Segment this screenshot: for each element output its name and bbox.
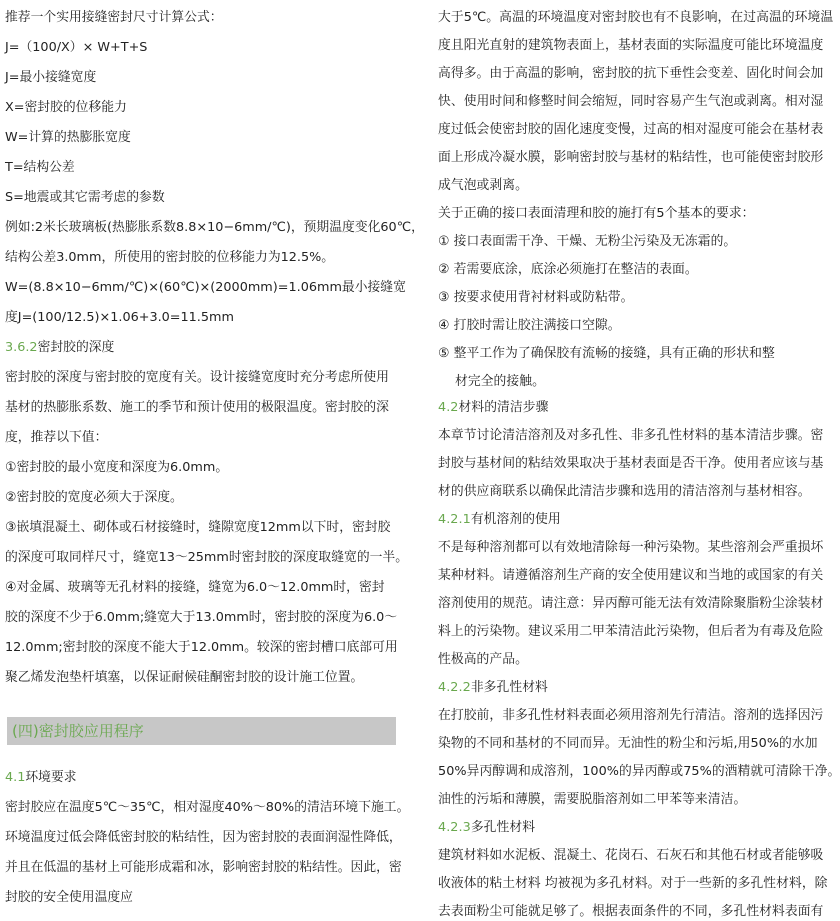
text-line: 度过低会使密封胶的固化速度变慢，过高的相对湿度可能会在基材表 [438, 122, 824, 137]
text-line: 胶的深度不少于6.0mm;缝宽大于13.0mm时，密封胶的深度为6.0～ [5, 610, 398, 625]
text-line: 建筑材料如水泥板、混凝土、花岗石、石灰石和其他石材或者能够吸 [438, 848, 824, 863]
text-line: J=（100/X）× W+T+S [5, 40, 148, 55]
list-item: ④ 打胶时需让胶注满接口空隙。 [438, 318, 621, 333]
text-line: 关于正确的接口表面清理和胶的施打有5个基本的要求： [438, 206, 755, 221]
text-line: 环境温度过低会降低密封胶的粘结性，因为密封胶的表面润湿性降低， [5, 830, 402, 845]
text-line: 的深度可取同样尺寸，缝宽13～25mm时密封胶的深度取缝宽的一半。 [5, 550, 409, 565]
text-line: 去表面粉尘可能就足够了。根据表面条件的不同，多孔性材料表面有 [438, 904, 824, 919]
text-line: ④对金属、玻璃等无孔材料的接缝，缝宽为6.0～12.0mm时，密封 [5, 580, 385, 595]
section-heading-4-2: 4.2材料的清洁步骤 [438, 400, 549, 415]
text-line: J=最小接缝宽度 [5, 70, 97, 85]
text-line: 性极高的产品。 [438, 652, 528, 667]
section-heading-4-2-2: 4.2.2非多孔性材料 [438, 680, 548, 695]
text-line: X=密封胶的位移能力 [5, 100, 127, 115]
text-line: ②密封胶的宽度必须大于深度。 [5, 490, 183, 505]
text-line: 12.0mm;密封胶的深度不能大于12.0mm。较深的密封槽口底部可用 [5, 640, 398, 655]
text-line: 面上形成冷凝水膜，影响密封胶与基材的粘结性，也可能使密封胶形 [438, 150, 824, 165]
chapter-banner [7, 717, 396, 745]
text-line: 本章节讨论清洁溶剂及对多孔性、非多孔性材料的基本清洁步骤。密 [438, 428, 824, 443]
text-line: ①密封胶的最小宽度和深度为6.0mm。 [5, 460, 229, 475]
text-line: 基材的热膨胀系数、施工的季节和预计使用的极限温度。密封胶的深 [5, 400, 389, 415]
chapter-title: (四)密封胶应用程序 [12, 722, 144, 740]
text-line: 高得多。由于高温的影响，密封胶的抗下垂性会变差、固化时间会加 [438, 66, 824, 81]
text-line: 某种材料。请遵循溶剂生产商的安全使用建议和当地的或国家的有关 [438, 568, 824, 583]
text-line: 度且阳光直射的建筑物表面上，基材表面的实际温度可能比环境温度 [438, 38, 824, 53]
text-line: 并且在低温的基材上可能形成霜和冰，影响密封胶的粘结性。因此，密 [5, 860, 402, 875]
text-line: W=(8.8×10−6mm/℃)×(60℃)×(2000mm)=1.06mm最小接缝宽 [5, 280, 406, 295]
text-line: 大于5℃。高温的环境温度对密封胶也有不良影响，在过高温的环境温 [438, 10, 834, 25]
section-heading-4-2-3: 4.2.3多孔性材料 [438, 820, 536, 835]
list-item: ② 若需要底涂，底涂必须施打在整洁的表面。 [438, 262, 698, 277]
text-line: 收液体的粘土材料 均被视为多孔材料。对于一些新的多孔性材料，除 [438, 876, 828, 891]
text-line: W=计算的热膨胀宽度 [5, 130, 131, 145]
section-heading-4-2-1: 4.2.1有机溶剂的使用 [438, 512, 561, 527]
text-line: 聚乙烯发泡垫杆填塞，以保证耐候硅酮密封胶的设计施工位置。 [5, 670, 364, 685]
text-line: 密封胶应在温度5℃～35℃，相对湿度40%～80%的清洁环境下施工。 [5, 800, 410, 815]
list-item: ③ 按要求使用背衬材料或防粘带。 [438, 290, 634, 305]
text-line: 结构公差3.0mm，所使用的密封胶的位移能力为12.5%。 [5, 250, 335, 265]
text-line: 度，推荐以下值： [5, 430, 108, 445]
text-line: 溶剂使用的规范。请注意：异丙醇可能无法有效清除聚脂粉尘涂装材 [438, 596, 824, 611]
text-line: 50%异丙醇调和成溶剂，100%的异丙醇或75%的酒精就可清除干净。 [438, 764, 840, 779]
text-line: 快、使用时间和修整时间会缩短，同时容易产生气泡或剥离。相对湿 [438, 94, 824, 109]
list-item: ⑤ 整平工作为了确保胶有流畅的接缝，具有正确的形状和整 [438, 346, 775, 361]
text-line: 成气泡或剥离。 [438, 178, 528, 193]
text-line: 例如:2米长玻璃板(热膨胀系数8.8×10−6mm/℃)，预期温度变化60℃， [5, 220, 424, 235]
text-line: 密封胶的深度与密封胶的宽度有关。设计接缝宽度时充分考虑所使用 [5, 370, 389, 385]
section-heading-3-6-2: 3.6.2密封胶的深度 [5, 340, 115, 355]
text-line: 在打胶前，非多孔性材料表面必须用溶剂先行清洁。溶剂的选择因污 [438, 708, 824, 723]
section-heading-4-1: 4.1环境要求 [5, 770, 77, 785]
text-line: S=地震或其它需考虑的参数 [5, 190, 165, 205]
text-line: 推荐一个实用接缝密封尺寸计算公式： [5, 10, 223, 25]
text-line: ③嵌填混凝土、砌体或石材接缝时，缝隙宽度12mm以下时，密封胶 [5, 520, 391, 535]
text-line: 油性的污垢和薄膜，需要脱脂溶剂如二甲苯等来清洁。 [438, 792, 747, 807]
text-line: 度J=(100/12.5)×1.06+3.0=11.5mm [5, 310, 234, 325]
text-line: T=结构公差 [5, 160, 75, 175]
text-line: 不是每种溶剂都可以有效地清除每一种污染物。某些溶剂会严重损坏 [438, 540, 824, 555]
text-line: 材的供应商联系以确保此清洁步骤和选用的清洁溶剂与基材相容。 [438, 484, 811, 499]
text-line: 料上的污染物。建议采用二甲苯清洁此污染物，但后者为有毒及危险 [438, 624, 824, 639]
text-line: 封胶的安全使用温度应 [5, 890, 133, 905]
text-line: 封胶与基材间的粘结效果取决于基材表面是否干净。使用者应该与基 [438, 456, 824, 471]
list-item-continuation: 材完全的接触。 [455, 374, 545, 389]
list-item: ① 接口表面需干净、干燥、无粉尘污染及无冻霜的。 [438, 234, 737, 249]
text-line: 染物的不同和基材的不同而异。无油性的粉尘和污垢,用50%的水加 [438, 736, 818, 751]
